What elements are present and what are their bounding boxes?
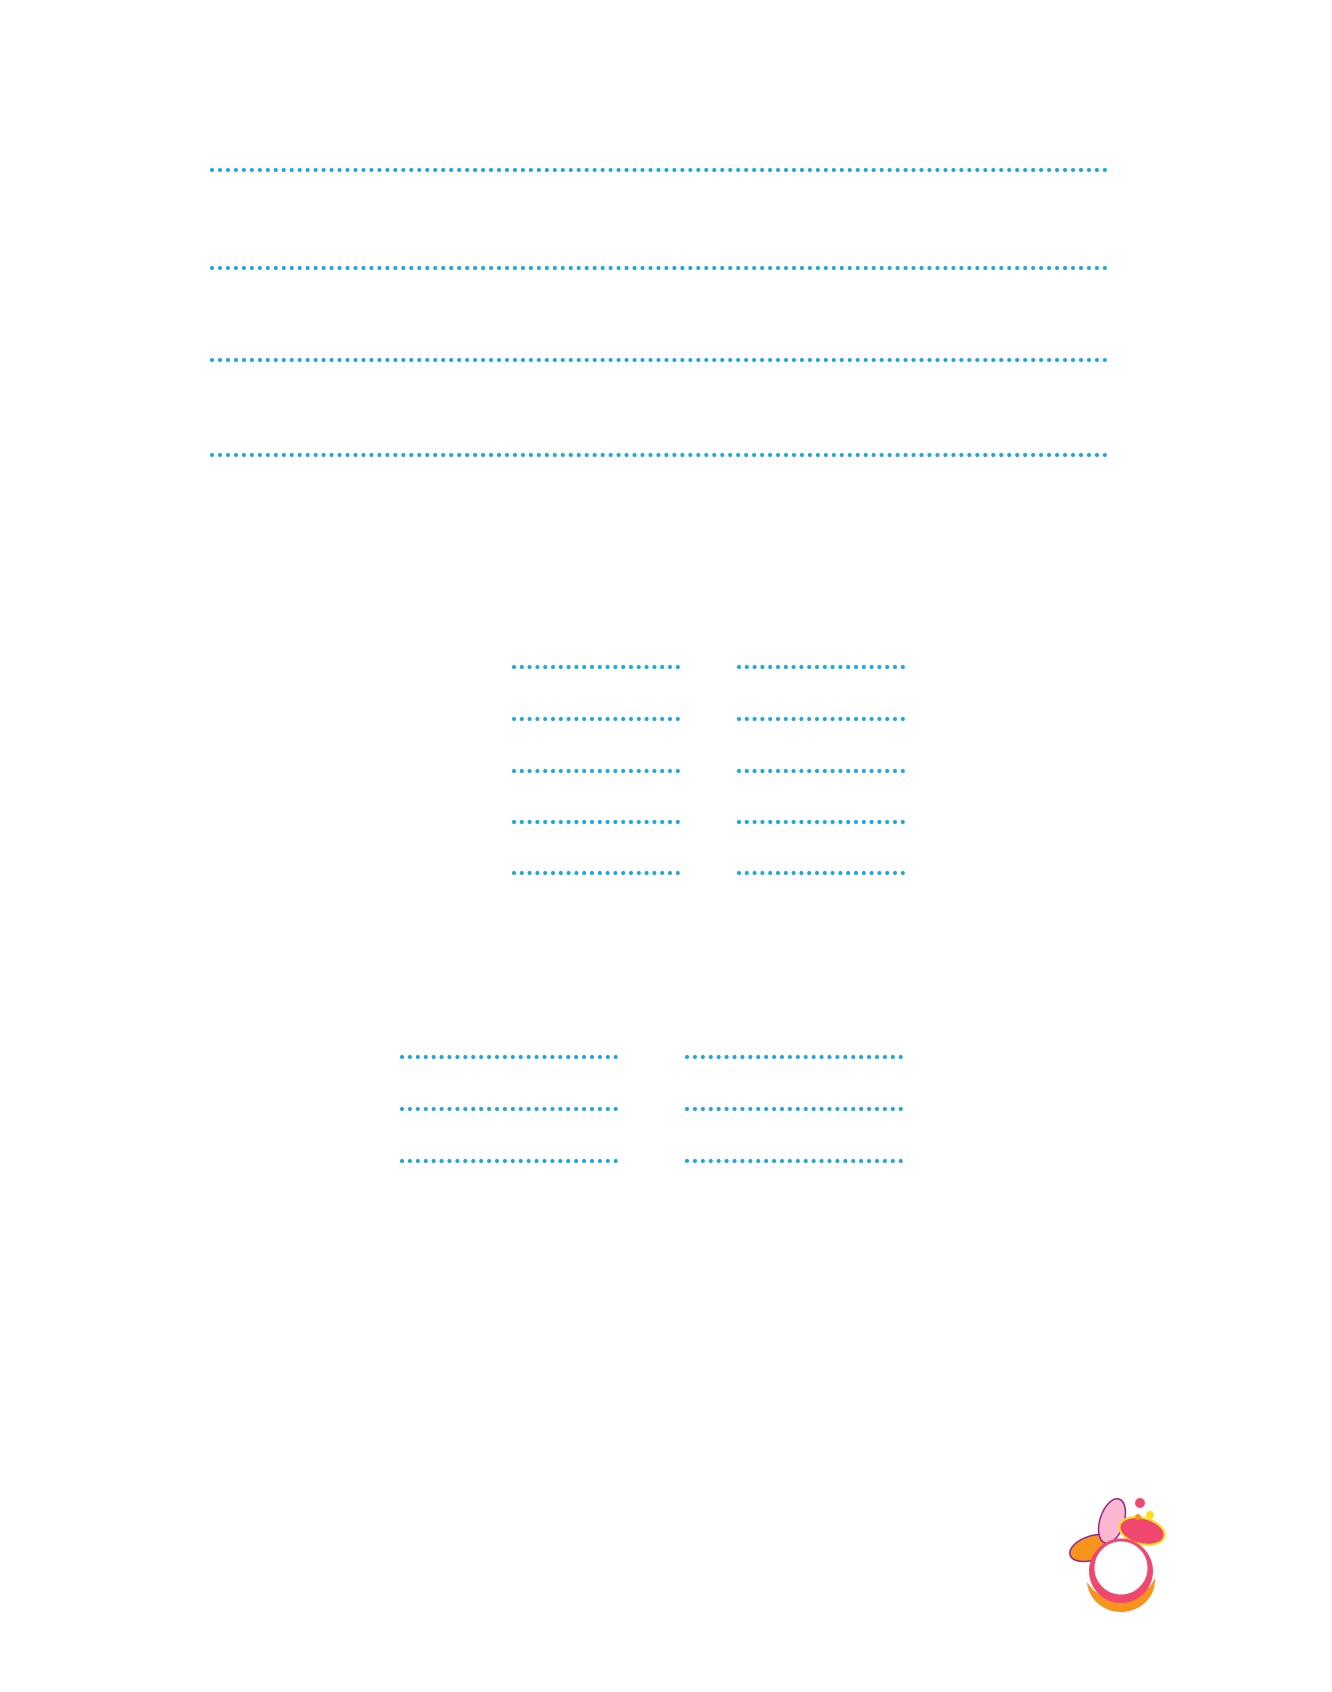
exercise-item <box>150 415 206 446</box>
answer-dotted-segment <box>737 648 905 669</box>
answer-dotted-segment <box>512 752 680 773</box>
answer-dotted-segment <box>512 803 680 824</box>
samasa-row <box>150 1142 1110 1163</box>
answer-dotted-line <box>210 453 1108 457</box>
page-number-circle <box>1087 1539 1155 1612</box>
sandhi-row <box>150 803 1110 824</box>
question-3-heading <box>118 1282 142 1315</box>
section-header <box>115 500 125 538</box>
answer-dotted-segment <box>512 700 680 721</box>
answer-dotted-segment <box>685 1142 903 1163</box>
answer-dotted-segment <box>685 1038 903 1059</box>
sandhi-row <box>150 648 1110 669</box>
sandhi-row <box>150 700 1110 721</box>
answer-dotted-segment <box>512 854 680 875</box>
exercise-item <box>150 228 206 259</box>
flower-icon <box>1066 1495 1167 1566</box>
page-number-badge <box>1050 1483 1190 1618</box>
answer-dotted-segment <box>400 1038 618 1059</box>
top-border-decoration <box>0 0 1332 230</box>
answer-dotted-segment <box>512 648 680 669</box>
answer-dotted-segment <box>400 1090 618 1111</box>
answer-dotted-segment <box>400 1142 618 1163</box>
answer-dotted-line <box>210 168 1108 172</box>
answer-dotted-segment <box>737 854 905 875</box>
answer-dotted-line <box>210 358 1108 362</box>
answer-dotted-segment <box>737 803 905 824</box>
sandhi-row <box>150 854 1110 875</box>
samasa-row <box>150 1090 1110 1111</box>
question-2-heading <box>118 898 142 931</box>
bottom-border-decoration <box>0 1480 1332 1692</box>
exercise-item <box>150 320 206 351</box>
answer-dotted-segment <box>685 1090 903 1111</box>
samasa-row <box>150 1038 1110 1059</box>
answer-dotted-segment <box>737 752 905 773</box>
answer-dotted-line <box>210 266 1108 270</box>
sandhi-row <box>150 752 1110 773</box>
answer-dotted-segment <box>737 700 905 721</box>
question-1-heading <box>118 558 142 591</box>
exercise-item <box>150 130 206 161</box>
